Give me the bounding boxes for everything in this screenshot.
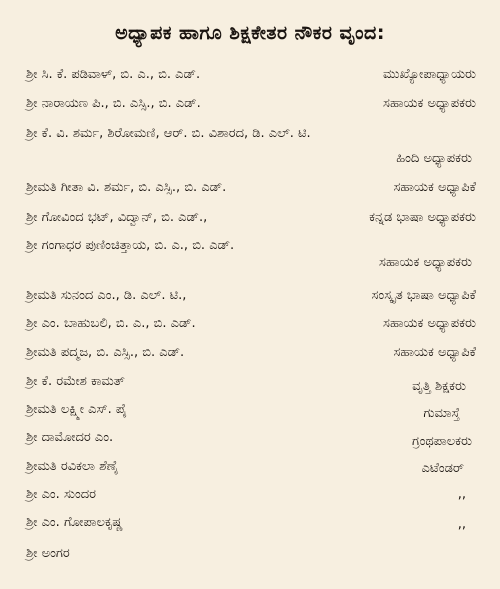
page-title: ಅಧ್ಯಾಪಕ ಹಾಗೂ ಶಿಕ್ಷಕೇತರ ನೌಕರ ವೃಂದ: xyxy=(115,22,385,44)
staff-name: ಶ್ರೀಮತಿ ಸುನಂದ ಎಂ., ಡಿ. ಎಲ್. ಟಿ., xyxy=(26,288,187,303)
staff-name: ಶ್ರೀ ಎಂ. ಗೋಪಾಲಕೃಷ್ಣ xyxy=(26,515,123,530)
staff-role: ,, xyxy=(457,517,466,532)
staff-role: ಮುಖ್ಯೋಪಾಧ್ಯಾಯರು xyxy=(383,67,476,82)
staff-role: ಗ್ರಂಥಪಾಲಕರು xyxy=(412,434,472,449)
staff-name: ಶ್ರೀ ಗೋವಿಂದ ಭಟ್, ವಿದ್ವಾನ್, ಬಿ. ಎಡ್., xyxy=(26,210,208,225)
staff-name: ಶ್ರೀ ಎಂ. ಬಾಹುಬಲಿ, ಬಿ. ಎ., ಬಿ. ಎಡ್. xyxy=(26,316,196,331)
staff-role: ಸಹಾಯಕ ಅಧ್ಯಾಪಕರು xyxy=(383,96,476,111)
staff-name: ಶ್ರೀಮತಿ ಪದ್ಮಜ, ಬಿ. ಎಸ್ಸಿ., ಬಿ. ಎಡ್. xyxy=(26,345,185,360)
staff-name: ಶ್ರೀ ಕೆ. ರಮೇಶ ಕಾಮತ್ xyxy=(26,374,125,389)
staff-role: ಹಿಂದಿ ಅಧ್ಯಾಪಕರು xyxy=(396,151,472,166)
staff-name: ಶ್ರೀಮತಿ ಗೀತಾ ವಿ. ಶರ್ಮ, ಬಿ. ಎಸ್ಸಿ., ಬಿ. ಎಡ್. xyxy=(26,180,227,195)
staff-role: ,, xyxy=(457,487,466,502)
staff-role: ಕನ್ನಡ ಭಾಷಾ ಅಧ್ಯಾಪಕರು xyxy=(369,210,476,225)
staff-name: ಶ್ರೀ ಗಂಗಾಧರ ಪುಣಿಂಚಿತ್ತಾಯ, ಬಿ. ಎ., ಬಿ. ಎಡ್. xyxy=(26,238,235,253)
staff-role: ಸಹಾಯಕ ಅಧ್ಯಾಪಕರು xyxy=(379,255,472,270)
staff-role: ಸಹಾಯಕ ಅಧ್ಯಾಪಕರು xyxy=(383,316,476,331)
staff-name: ಶ್ರೀ ಸಿ. ಕೆ. ಪಡಿವಾಳ್, ಬಿ. ಎ., ಬಿ. ಎಡ್. xyxy=(26,67,201,82)
staff-role: ಎಟೆಂಡರ್ xyxy=(421,461,464,476)
staff-role: ಗುಮಾಸ್ತೆ xyxy=(423,406,460,421)
staff-role: ಸಂಸ್ಕೃತ ಭಾಷಾ ಅಧ್ಯಾಪಿಕೆ xyxy=(371,288,476,303)
staff-role: ಸಹಾಯಕ ಅಧ್ಯಾಪಿಕೆ xyxy=(393,345,476,360)
staff-name: ಶ್ರೀ ದಾಮೋದರ ಎಂ. xyxy=(26,430,114,445)
staff-name: ಶ್ರೀಮತಿ ಲಕ್ಷ್ಮೀ ಎಸ್. ಪೈ xyxy=(26,402,127,417)
staff-name: ಶ್ರೀ ಕೆ. ವಿ. ಶರ್ಮ, ಶಿರೋಮಣಿ, ಆರ್. ಬಿ. ವಿಶಾರದ, ಡಿ. ಎಲ್. ಟಿ. xyxy=(26,126,311,141)
staff-name: ಶ್ರೀ ಎಂ. ಸುಂದರ xyxy=(26,487,97,502)
staff-role: ವೃತ್ತಿ ಶಿಕ್ಷಕರು xyxy=(412,379,466,394)
staff-name: ಶ್ರೀ ಅಂಗರ xyxy=(26,546,70,561)
staff-name: ಶ್ರೀಮತಿ ರವಿಕಲಾ ಶೆಣೈ xyxy=(26,459,119,474)
staff-role: ಸಹಾಯಕ ಅಧ್ಯಾಪಿಕೆ xyxy=(393,180,476,195)
staff-name: ಶ್ರೀ ನಾರಾಯಣ ಪಿ., ಬಿ. ಎಸ್ಸಿ., ಬಿ. ಎಡ್. xyxy=(26,96,201,111)
